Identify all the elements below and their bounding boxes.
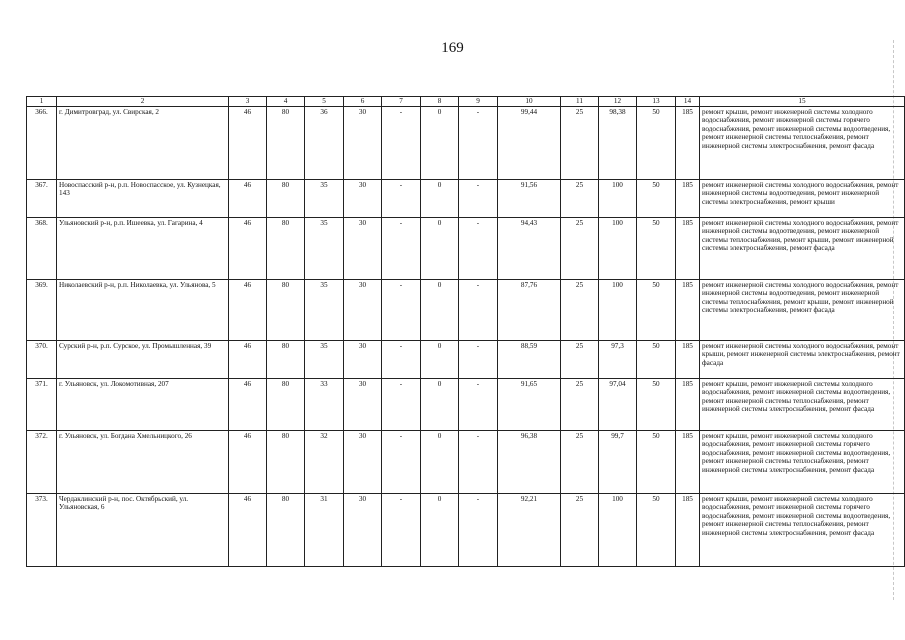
works-cell: ремонт инженерной системы холодного водоснабжения, ремонт инженерной системы водоотведения, ремонт инженерной системы электроснабжения, ремонт крыши — [700, 179, 905, 217]
col-header: 9 — [459, 97, 498, 107]
value-cell: 50 — [637, 378, 676, 430]
row-number: 372. — [27, 430, 57, 493]
col-header: 12 — [599, 97, 637, 107]
value-cell: 25 — [561, 430, 599, 493]
value-cell: 80 — [267, 430, 305, 493]
row-number: 370. — [27, 340, 57, 378]
works-cell: ремонт крыши, ремонт инженерной системы холодного водоснабжения, ремонт инженерной системы горячего водоснабжения, ремонт инженерной системы водоотведения, ремонт инженерной системы теплоснабжения, ремонт инженерной системы электроснабжения, ремонт фасада — [700, 106, 905, 179]
header-row — [27, 97, 905, 107]
table-row — [27, 430, 905, 493]
page-number: 169 — [441, 40, 464, 56]
value-cell: - — [382, 279, 421, 340]
value-cell: 50 — [637, 340, 676, 378]
col-header: 15 — [700, 97, 905, 107]
value-cell: 100 — [599, 217, 637, 279]
value-cell: 46 — [229, 106, 267, 179]
col-header: 11 — [561, 97, 599, 107]
value-cell: 50 — [637, 106, 676, 179]
value-cell: 87,76 — [498, 279, 561, 340]
table-row — [27, 279, 905, 340]
value-cell: 185 — [676, 179, 700, 217]
value-cell: 185 — [676, 106, 700, 179]
col-header: 7 — [382, 97, 421, 107]
col-header: 4 — [267, 97, 305, 107]
address-cell: г. Димитровград, ул. Свирская, 2 — [57, 106, 229, 179]
value-cell: 25 — [561, 378, 599, 430]
value-cell: - — [382, 340, 421, 378]
row-number: 369. — [27, 279, 57, 340]
address-cell: Новоспасский р-н, р.п. Новоспасское, ул. Кузнецкая, 143 — [57, 179, 229, 217]
value-cell: 50 — [637, 217, 676, 279]
value-cell: 0 — [421, 378, 459, 430]
table-row — [27, 217, 905, 279]
value-cell: - — [382, 378, 421, 430]
value-cell: 91,65 — [498, 378, 561, 430]
value-cell: 0 — [421, 279, 459, 340]
value-cell: 35 — [305, 279, 344, 340]
works-cell: ремонт инженерной системы холодного водоснабжения, ремонт инженерной системы водоотведения, ремонт инженерной системы теплоснабжения, ремонт крыши, ремонт инженерной системы электроснабжения, ремонт фасада — [700, 279, 905, 340]
value-cell: - — [382, 430, 421, 493]
value-cell: 25 — [561, 106, 599, 179]
value-cell: 0 — [421, 217, 459, 279]
value-cell: - — [459, 279, 498, 340]
repair-table — [26, 96, 905, 567]
value-cell: 96,38 — [498, 430, 561, 493]
value-cell: 185 — [676, 340, 700, 378]
value-cell: 30 — [344, 430, 382, 493]
value-cell: 30 — [344, 378, 382, 430]
value-cell: 97,04 — [599, 378, 637, 430]
value-cell: 50 — [637, 493, 676, 566]
value-cell: 88,59 — [498, 340, 561, 378]
value-cell: 100 — [599, 179, 637, 217]
address-cell: Сурский р-н, р.п. Сурское, ул. Промышленная, 39 — [57, 340, 229, 378]
value-cell: 0 — [421, 430, 459, 493]
col-header: 1 — [27, 97, 57, 107]
value-cell: - — [459, 493, 498, 566]
value-cell: - — [459, 378, 498, 430]
value-cell: 0 — [421, 106, 459, 179]
value-cell: 46 — [229, 179, 267, 217]
value-cell: 185 — [676, 493, 700, 566]
value-cell: - — [382, 179, 421, 217]
value-cell: 99,7 — [599, 430, 637, 493]
address-cell: Ульяновский р-н, р.п. Ишеевка, ул. Гагарина, 4 — [57, 217, 229, 279]
value-cell: 32 — [305, 430, 344, 493]
value-cell: 185 — [676, 279, 700, 340]
value-cell: - — [459, 106, 498, 179]
value-cell: 94,43 — [498, 217, 561, 279]
value-cell: 0 — [421, 179, 459, 217]
value-cell: 36 — [305, 106, 344, 179]
row-number: 366. — [27, 106, 57, 179]
value-cell: 33 — [305, 378, 344, 430]
col-header: 6 — [344, 97, 382, 107]
value-cell: - — [382, 106, 421, 179]
value-cell: 99,44 — [498, 106, 561, 179]
value-cell: 80 — [267, 279, 305, 340]
col-header: 14 — [676, 97, 700, 107]
value-cell: 31 — [305, 493, 344, 566]
col-header: 10 — [498, 97, 561, 107]
col-header: 13 — [637, 97, 676, 107]
value-cell: 35 — [305, 217, 344, 279]
value-cell: 46 — [229, 340, 267, 378]
value-cell: 50 — [637, 179, 676, 217]
value-cell: 80 — [267, 179, 305, 217]
value-cell: 30 — [344, 493, 382, 566]
value-cell: 30 — [344, 106, 382, 179]
value-cell: 98,38 — [599, 106, 637, 179]
works-cell: ремонт инженерной системы холодного водоснабжения, ремонт инженерной системы водоотведения, ремонт инженерной системы теплоснабжения, ремонт крыши, ремонт инженерной системы электроснабжения, ремонт фасада — [700, 217, 905, 279]
value-cell: 25 — [561, 217, 599, 279]
address-cell: г. Ульяновск, ул. Богдана Хмельницкого, 26 — [57, 430, 229, 493]
value-cell: 35 — [305, 340, 344, 378]
value-cell: 25 — [561, 493, 599, 566]
value-cell: 92,21 — [498, 493, 561, 566]
value-cell: 46 — [229, 430, 267, 493]
value-cell: - — [382, 493, 421, 566]
value-cell: 100 — [599, 493, 637, 566]
value-cell: 80 — [267, 493, 305, 566]
table-row — [27, 340, 905, 378]
works-cell: ремонт крыши, ремонт инженерной системы холодного водоснабжения, ремонт инженерной системы горячего водоснабжения, ремонт инженерной системы водоотведения, ремонт инженерной системы теплоснабжения, ремонт инженерной системы электроснабжения, ремонт фасада — [700, 430, 905, 493]
value-cell: - — [459, 179, 498, 217]
value-cell: 80 — [267, 378, 305, 430]
col-header: 8 — [421, 97, 459, 107]
value-cell: 100 — [599, 279, 637, 340]
col-header: 5 — [305, 97, 344, 107]
row-number: 367. — [27, 179, 57, 217]
value-cell: 50 — [637, 430, 676, 493]
value-cell: 46 — [229, 279, 267, 340]
works-cell: ремонт крыши, ремонт инженерной системы холодного водоснабжения, ремонт инженерной системы водоотведения, ремонт инженерной системы теплоснабжения, ремонт инженерной системы электроснабжения, ремонт фасада — [700, 378, 905, 430]
value-cell: 185 — [676, 430, 700, 493]
row-number: 368. — [27, 217, 57, 279]
table-row — [27, 179, 905, 217]
col-header: 3 — [229, 97, 267, 107]
table-row — [27, 493, 905, 566]
value-cell: 30 — [344, 279, 382, 340]
value-cell: - — [459, 430, 498, 493]
value-cell: 80 — [267, 106, 305, 179]
value-cell: 25 — [561, 340, 599, 378]
value-cell: 30 — [344, 217, 382, 279]
value-cell: 30 — [344, 179, 382, 217]
table-row — [27, 106, 905, 179]
value-cell: 185 — [676, 217, 700, 279]
value-cell: 80 — [267, 340, 305, 378]
value-cell: 91,56 — [498, 179, 561, 217]
address-cell: Николаевский р-н, р.п. Николаевка, ул. Ульянова, 5 — [57, 279, 229, 340]
value-cell: 25 — [561, 279, 599, 340]
value-cell: 35 — [305, 179, 344, 217]
value-cell: 0 — [421, 493, 459, 566]
value-cell: 185 — [676, 378, 700, 430]
value-cell: 30 — [344, 340, 382, 378]
value-cell: - — [382, 217, 421, 279]
address-cell: г. Ульяновск, ул. Локомотивная, 207 — [57, 378, 229, 430]
value-cell: 97,3 — [599, 340, 637, 378]
value-cell: - — [459, 217, 498, 279]
value-cell: 25 — [561, 179, 599, 217]
works-cell: ремонт крыши, ремонт инженерной системы холодного водоснабжения, ремонт инженерной системы горячего водоснабжения, ремонт инженерной системы водоотведения, ремонт инженерной системы теплоснабжения, ремонт инженерной системы электроснабжения, ремонт фасада — [700, 493, 905, 566]
value-cell: 0 — [421, 340, 459, 378]
col-header: 2 — [57, 97, 229, 107]
address-cell: Чердаклинский р-н, пос. Октябрьский, ул. Ульяновская, 6 — [57, 493, 229, 566]
row-number: 373. — [27, 493, 57, 566]
value-cell: 46 — [229, 493, 267, 566]
table-row — [27, 378, 905, 430]
value-cell: - — [459, 340, 498, 378]
works-cell: ремонт инженерной системы холодного водоснабжения, ремонт крыши, ремонт инженерной системы электроснабжения, ремонт фасада — [700, 340, 905, 378]
value-cell: 50 — [637, 279, 676, 340]
value-cell: 46 — [229, 378, 267, 430]
value-cell: 46 — [229, 217, 267, 279]
value-cell: 80 — [267, 217, 305, 279]
row-number: 371. — [27, 378, 57, 430]
